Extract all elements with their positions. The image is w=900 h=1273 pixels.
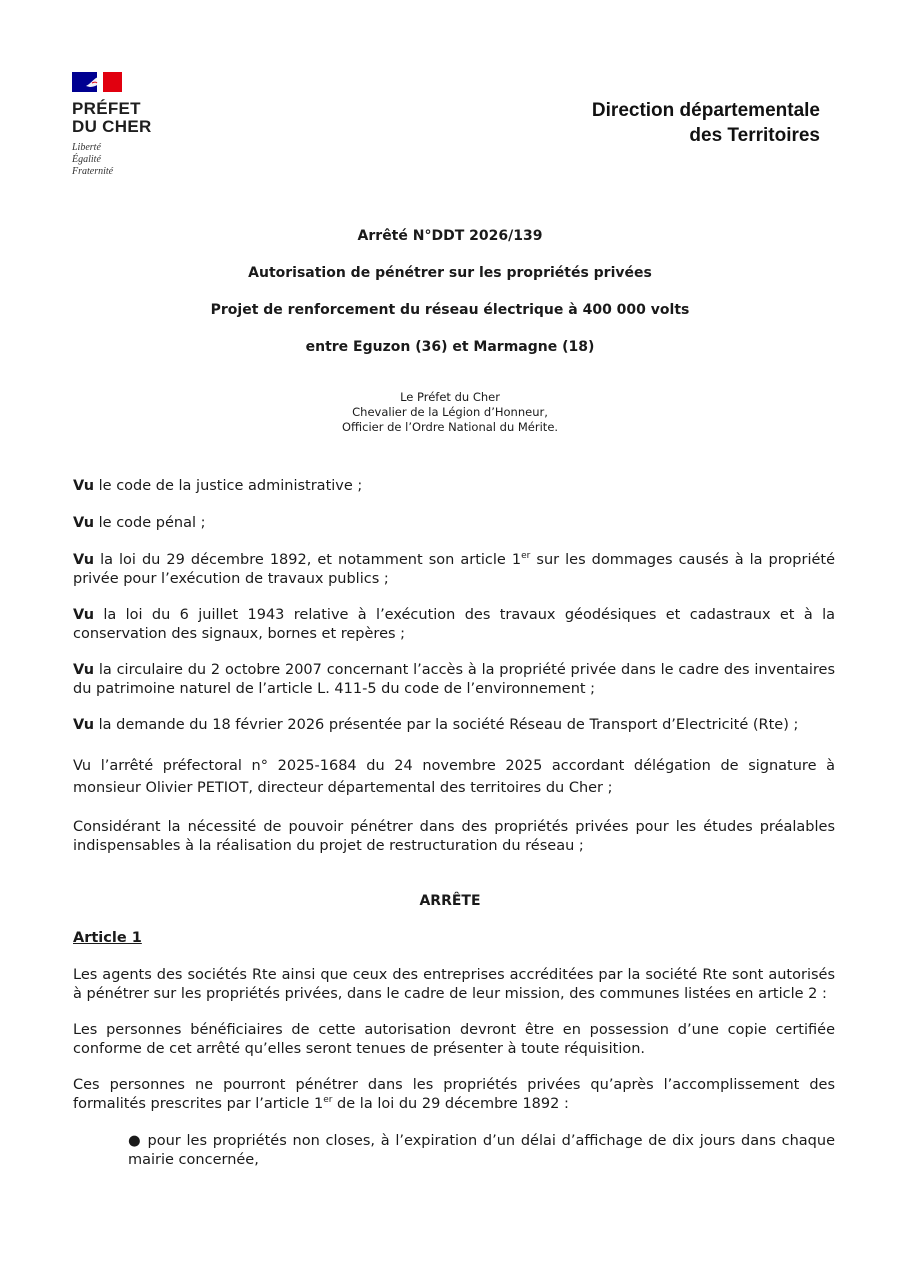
logo-line2: DU CHER bbox=[72, 117, 152, 136]
article-1-heading: Article 1 bbox=[73, 930, 142, 946]
arrete-number: Arrêté N°DDT 2026/139 bbox=[357, 228, 543, 244]
arrete-project: Projet de renforcement du réseau électrique à 400 000 volts bbox=[210, 302, 690, 318]
direction-line1: Direction départementale bbox=[591, 100, 820, 121]
prefecture-logo bbox=[72, 72, 192, 178]
signatory-line1: Le Préfet du Cher bbox=[400, 390, 500, 404]
direction-header bbox=[592, 98, 820, 148]
arrete-heading: ARRÊTE bbox=[419, 893, 481, 909]
vu-paragraph-2: Vu le code pénal ; bbox=[73, 515, 206, 531]
vu-paragraph-3: Vu la loi du 29 décembre 1892, et notamment son article 1er sur les dommages causés à la propriété privée pour l’exécution de travaux publics ; bbox=[73, 551, 835, 587]
considerant-paragraph: Considérant la nécessité de pouvoir pénétrer dans des propriétés privées pour les études préalables indispensables à la réalisation du projet de restructuration du réseau ; bbox=[73, 819, 835, 854]
logo-line1: PRÉFET bbox=[72, 99, 141, 118]
signatory-block bbox=[0, 390, 900, 435]
vu-paragraph-1: Vu le code de la justice administrative ; bbox=[73, 478, 363, 494]
signatory-line2: Chevalier de la Légion d’Honneur, bbox=[352, 405, 548, 419]
vu-paragraph-4: Vu la loi du 6 juillet 1943 relative à l’exécution des travaux géodésiques et cadastraux et à la conservation des signaux, bornes et repères ; bbox=[73, 607, 835, 642]
article-1-paragraph-1: Les agents des sociétés Rte ainsi que ceux des entreprises accréditées par la société Rte sont autorisés à pénétrer sur les propriétés privées, dans le cadre de leur mission, des communes listées en article 2 : bbox=[73, 967, 835, 1002]
article-1-paragraph-2: Les personnes bénéficiaires de cette autorisation devront être en possession d’une copie certifiée conforme de cet arrêté qu’elles seront tenues de présenter à toute réquisition. bbox=[73, 1022, 835, 1057]
article-1-paragraph-3: Ces personnes ne pourront pénétrer dans les propriétés privées qu’après l’accomplissement des formalités prescrites par l’article 1er de la loi du 29 décembre 1892 : bbox=[73, 1077, 835, 1112]
arrete-subject: Autorisation de pénétrer sur les propriétés privées bbox=[248, 265, 652, 281]
vu-paragraph-6: Vu la demande du 18 février 2026 présentée par la société Réseau de Transport d’Electricité (Rte) ; bbox=[73, 717, 799, 733]
signatory-line3: Officier de l’Ordre National du Mérite. bbox=[341, 420, 559, 434]
vu-paragraph-5: Vu la circulaire du 2 octobre 2007 concernant l’accès à la propriété privée dans le cadre des inventaires du patrimoine naturel de l’article L. 411-5 du code de l’environnement ; bbox=[73, 662, 835, 697]
motto-egalite: Égalité bbox=[72, 154, 101, 165]
direction-line2: des Territoires bbox=[689, 125, 820, 146]
vu-paragraph-7: Vu l’arrêté préfectoral n° 2025-1684 du 24 novembre 2025 accordant délégation de signature à monsieur Olivier PETIOT, directeur départemental des territoires du Cher ; bbox=[73, 758, 835, 796]
republic-flag-icon bbox=[72, 72, 122, 92]
motto-fraternite: Fraternité bbox=[72, 166, 114, 177]
motto-liberte: Liberté bbox=[72, 142, 101, 153]
arrete-between: entre Eguzon (36) et Marmagne (18) bbox=[305, 339, 595, 355]
marianne-icon bbox=[84, 74, 110, 90]
article-1-bullet-1: ● pour les propriétés non closes, à l’expiration d’un délai d’affichage de dix jours dans chaque mairie concernée, bbox=[128, 1133, 835, 1168]
